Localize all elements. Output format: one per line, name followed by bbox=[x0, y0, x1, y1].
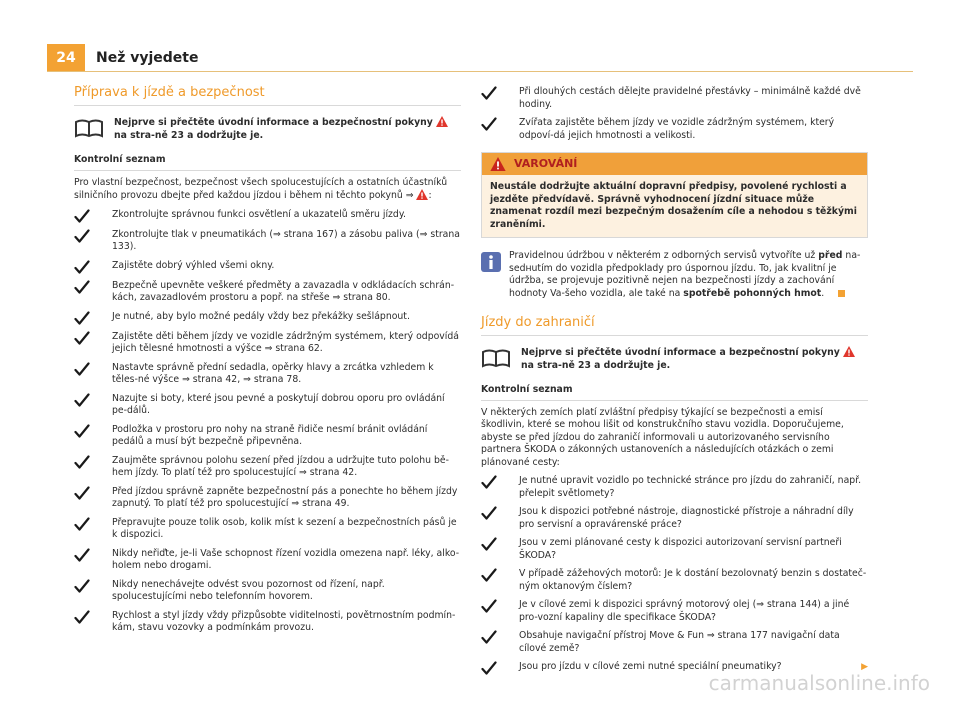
info-icon bbox=[481, 252, 501, 272]
checkmark-icon bbox=[481, 599, 497, 613]
checkmark-icon bbox=[481, 568, 497, 582]
book-icon bbox=[481, 348, 511, 370]
checklist-item bbox=[74, 424, 461, 449]
checklist-continued bbox=[481, 86, 868, 142]
section-title-preparation: Příprava k jízdě a bezpečnost bbox=[74, 84, 461, 106]
checklist-item-text: Jsou pro jízdu v cílové zemi nutné speciální pneumatiky? bbox=[519, 661, 782, 672]
checklist-item bbox=[481, 506, 868, 531]
checkmark-icon bbox=[481, 630, 497, 644]
continue-arrow-icon: ▶ bbox=[861, 662, 868, 672]
checklist-intro: Pro vlastní bezpečnost, bezpečnost všech spolucestujících a ostatních účastníků silničního provozu dbejte před každou jízdou i během ni těchto pokynů ⇒ : bbox=[74, 176, 448, 201]
checkmark-icon bbox=[74, 486, 90, 500]
left-column bbox=[74, 84, 461, 641]
checklist-item-text: Nikdy neřiďte, je-li Vaše schopnost řízení vozidla omezena např. léky, alko-holem nebo drogami. bbox=[112, 547, 460, 571]
warning-text: Neustále dodržujte aktuální dopravní předpisy, povolené rychlosti a jezděte předvídavě. Správně vyhodnocení jízdní situace může znamenat rozdíl mezi bezpečným dosažením cíle a nehodou s těžkými zraněními. bbox=[482, 175, 867, 237]
checklist-item-text: Zvířata zajistěte během jízdy ve vozidle zádržným systémem, který odpoví-dá jejich hmotnosti a velikosti. bbox=[519, 117, 835, 141]
watermark: carmanualsonline.info bbox=[708, 671, 930, 695]
checklist-item-text: Nikdy nenechávejte odvést svou pozornost od řízení, např. spolucestujícími nebo telefonním hovorem. bbox=[112, 578, 385, 602]
checkmark-icon bbox=[74, 260, 90, 274]
checkmark-icon bbox=[74, 393, 90, 407]
checkmark-icon bbox=[74, 548, 90, 562]
end-of-section-marker bbox=[838, 290, 845, 297]
warning-box bbox=[481, 152, 868, 238]
checkmark-icon bbox=[481, 537, 497, 551]
checklist-item bbox=[481, 599, 868, 624]
checklist-item-text: Je v cílové zemi k dispozici správný motorový olej (⇒ strana 144) a jiné pro-vozní kapaliny dle specifikace ŠKODA? bbox=[519, 599, 850, 623]
checklist-item bbox=[74, 331, 461, 356]
checkmark-icon bbox=[481, 506, 497, 520]
intro-text: Nejprve si přečtěte úvodní informace a bezpečnostní pokyny na stra-ně 23 a dodržujte je. bbox=[521, 346, 868, 372]
abroad-paragraph: V některých zemích platí zvláštní předpisy týkající se bezpečnosti a emisí škodlivin, které se mohou lišit od konstrukčního stavu vozidla. Doporučujeme, abyste se před jízdou do zahraničí informovali u autorizovaného servisního partnera ŠKODA o zákonných ustanoveních a následujících otázkách o zemi plánované cesty: bbox=[481, 406, 844, 468]
intro-note bbox=[481, 346, 868, 372]
checklist-item bbox=[74, 362, 461, 387]
checklist-item bbox=[481, 86, 868, 111]
checklist-item-text: Podložka v prostoru pro nohy na straně řidiče nesmí bránit ovládání pedálů a musí být bezpečně připevněna. bbox=[112, 423, 428, 447]
header-divider bbox=[47, 71, 913, 72]
checklist-item bbox=[74, 548, 461, 573]
checklist-item-text: Zkontrolujte správnou funkci osvětlení a ukazatelů směru jízdy. bbox=[112, 208, 406, 220]
checklist-item bbox=[74, 209, 461, 223]
checklist-item-text: Rychlost a styl jízdy vždy přizpůsobte viditelnosti, povětrnostním podmín-kám, stavu vozovky a podmínkám provozu. bbox=[112, 609, 456, 633]
checklist-item-text: Nastavte správně přední sedadla, opěrky hlavy a zrcátka vzhledem k těles-né výšce ⇒ strana 42, ⇒ strana 78. bbox=[112, 361, 434, 385]
checklist-item bbox=[74, 579, 461, 604]
checklist-item bbox=[481, 630, 868, 655]
checklist-item-text: V případě zážehových motorů: Je k dostání bezolovnatý benzin s dostateč-ným oktanovým číslem? bbox=[519, 568, 867, 592]
checkmark-icon bbox=[74, 280, 90, 294]
info-note bbox=[481, 250, 868, 300]
checklist-item bbox=[74, 280, 461, 305]
checkmark-icon bbox=[481, 86, 497, 100]
chapter-title: Než vyjedete bbox=[96, 50, 199, 66]
checklist-item bbox=[74, 393, 461, 418]
intro-note bbox=[74, 116, 461, 142]
checklist-item-text: Nazujte si boty, které jsou pevné a poskytují dobrou oporu pro ovládání pe-dálů. bbox=[112, 392, 445, 416]
section-title-abroad: Jízdy do zahraničí bbox=[481, 314, 868, 336]
checkmark-icon bbox=[74, 455, 90, 469]
checklist-item bbox=[74, 486, 461, 511]
checklist-item-text: Zajistěte děti během jízdy ve vozidle zádržným systémem, který odpovídá jejich tělesné hmotnosti a výšce ⇒ strana 62. bbox=[112, 330, 459, 354]
checklist bbox=[481, 475, 868, 675]
checkmark-icon bbox=[74, 579, 90, 593]
checklist-item bbox=[74, 455, 461, 480]
warning-triangle-icon bbox=[436, 116, 448, 127]
checkmark-icon bbox=[74, 311, 90, 325]
checkmark-icon bbox=[481, 475, 497, 489]
checklist-item bbox=[74, 517, 461, 542]
checklist-item-text: Obsahuje navigační přístroj Move & Fun ⇒ strana 177 navigační data cílové země? bbox=[519, 630, 840, 654]
checklist-item-text: Je nutné, aby bylo možné pedály vždy bez překážky sešlápnout. bbox=[112, 310, 410, 322]
checkmark-icon bbox=[74, 610, 90, 624]
checklist-item bbox=[74, 311, 461, 325]
checklist-item-text: Jsou k dispozici potřebné nástroje, diagnostické přístroje a náhradní díly pro servisní a opravárenské práce? bbox=[519, 506, 854, 530]
checklist-item-text: Je nutné upravit vozidlo po technické stránce pro jízdu do zahraničí, např. přelepit světlomety? bbox=[519, 475, 862, 499]
checklist-heading: Kontrolní seznam bbox=[74, 154, 461, 171]
checkmark-icon bbox=[481, 661, 497, 675]
checklist-item-text: Zajistěte dobrý výhled všemi okny. bbox=[112, 259, 275, 271]
checkmark-icon bbox=[74, 209, 90, 223]
checkmark-icon bbox=[481, 117, 497, 131]
checklist bbox=[74, 209, 461, 635]
checklist-item bbox=[74, 610, 461, 635]
info-text: Pravidelnou údržbou v některém z odborných servisů vytvoříte už před na-sedнutím do vozidla předpoklady pro úspornou jízdu. To, jak kvalitní je údržba, se projevuje pozitivně nejen na bezpečnosti jízdy a zachování hodnoty Va-šeho vozidla, ale také na spotřebě pohonných hmot. bbox=[509, 250, 861, 299]
page-number: 24 bbox=[47, 44, 85, 72]
checklist-item bbox=[481, 537, 868, 562]
checklist-item bbox=[481, 475, 868, 500]
right-column bbox=[481, 84, 868, 681]
checklist-item-text: Před jízdou správně zapněte bezpečnostní pás a ponechte ho během jízdy zapnutý. To platí též pro spolucestující ⇒ strana 49. bbox=[112, 485, 458, 509]
book-icon bbox=[74, 118, 104, 140]
warning-triangle-icon bbox=[490, 157, 506, 171]
checklist-item-text: Přepravujte pouze tolik osob, kolik míst k sezení a bezpečnostních pásů je k dispozici. bbox=[112, 516, 457, 540]
checklist-item-text: Zkontrolujte tlak v pneumatikách (⇒ strana 167) a zásobu paliva (⇒ strana 133). bbox=[112, 228, 460, 252]
checklist-item bbox=[74, 229, 461, 254]
checklist-item-text: Bezpečně upevněte veškeré předměty a zavazadla v odkládacích schrán-kách, zavazadlovém prostoru a popř. na střeše ⇒ strana 80. bbox=[112, 279, 455, 303]
warning-header: VAROVÁNÍ bbox=[482, 153, 867, 175]
warning-triangle-icon bbox=[843, 346, 855, 357]
checklist-item-text: Při dlouhých cestách dělejte pravidelné přestávky – minimálně každé dvě hodiny. bbox=[519, 86, 861, 110]
checkmark-icon bbox=[74, 331, 90, 345]
checklist-item-text: Zaujměte správnou polohu sezení před jízdou a udržujte tuto polohu bě-hem jízdy. To platí též pro spolucestující ⇒ strana 42. bbox=[112, 454, 449, 478]
intro-text: Nejprve si přečtěte úvodní informace a bezpečnostní pokyny na stra-ně 23 a dodržujte je. bbox=[114, 116, 461, 142]
checkmark-icon bbox=[74, 517, 90, 531]
checklist-item-text: Jsou v zemi plánované cesty k dispozici autorizovaní servisní partneři ŠKODA? bbox=[519, 537, 842, 561]
checkmark-icon bbox=[74, 362, 90, 376]
checkmark-icon bbox=[74, 229, 90, 243]
checklist-item bbox=[481, 117, 868, 142]
warning-triangle-icon bbox=[416, 189, 428, 200]
checklist-heading: Kontrolní seznam bbox=[481, 384, 868, 401]
checklist-item bbox=[481, 568, 868, 593]
checkmark-icon bbox=[74, 424, 90, 438]
checklist-item bbox=[74, 260, 461, 274]
